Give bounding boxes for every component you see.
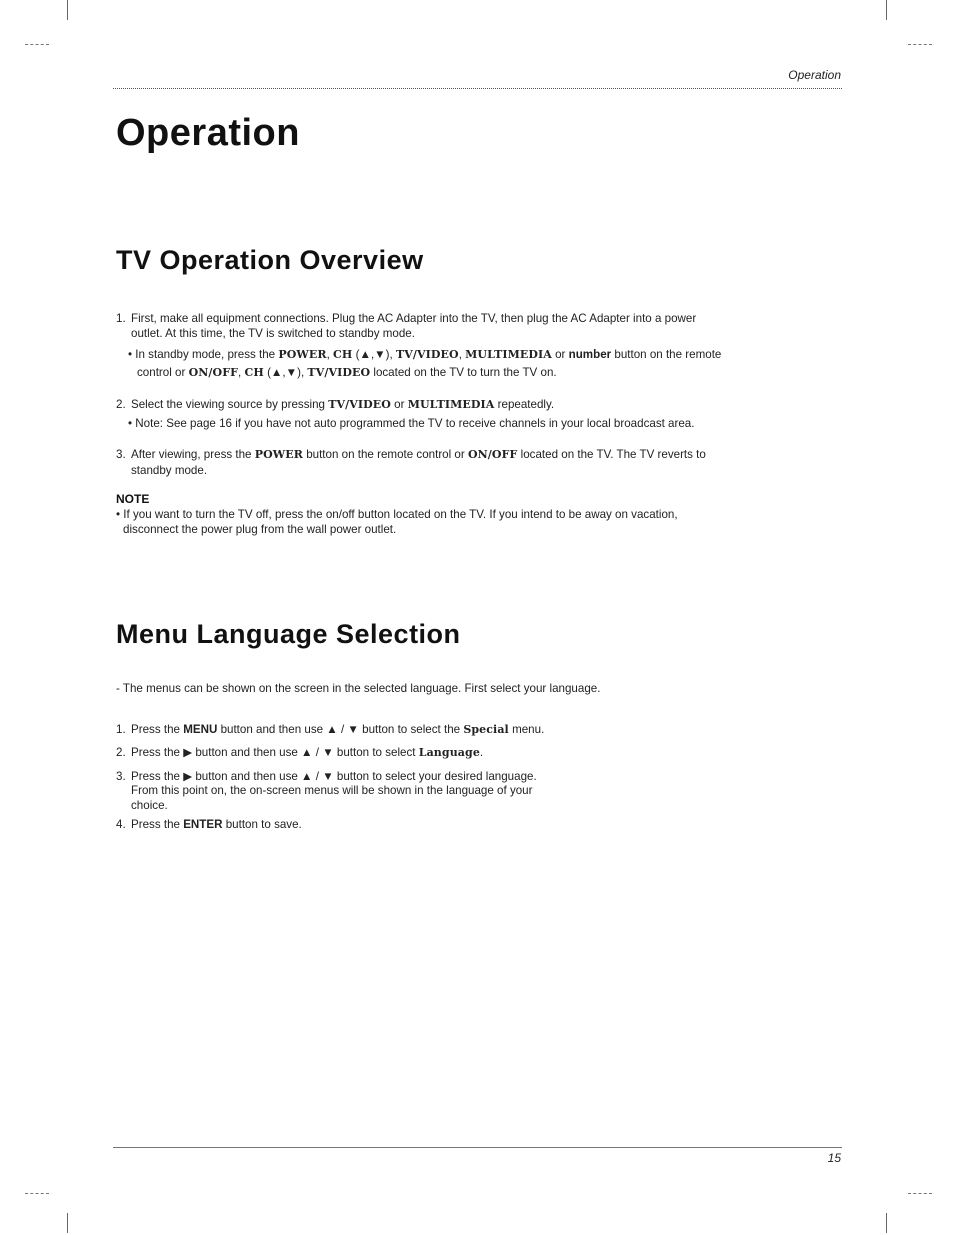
bullet-text: • Note: See page 16 if you have not auto programmed the TV to receive channels in your local broadcast area. [128, 417, 695, 430]
note-text: disconnect the power plug from the wall power outlet. [123, 523, 397, 536]
step-number: 1. [116, 723, 126, 736]
page-number: 15 [827, 1151, 841, 1165]
step-text: Press the ▶ button and then use ▲ / ▼ button to select your desired language. [131, 770, 537, 783]
key-power: POWER [278, 348, 327, 361]
step-text: After viewing, press the POWER button on the remote control or ON/OFF located on the TV. The TV reverts to [131, 448, 706, 461]
crop-mark-top-right [886, 0, 887, 20]
step-number: 1. [116, 312, 126, 325]
key-number: number [568, 348, 612, 361]
key-ch: CH [244, 366, 264, 379]
step-text: Press the MENU button and then use ▲ / ▼ button to select the Special menu. [131, 723, 545, 736]
footer-divider [113, 1147, 842, 1148]
step-text: Press the ENTER button to save. [131, 818, 302, 831]
note-text: • If you want to turn the TV off, press the on/off button located on the TV. If you intend to be away on vacation, [116, 508, 678, 521]
key-tvvideo: TV/VIDEO [328, 398, 391, 411]
key-menu: MENU [183, 723, 218, 736]
page-title: Operation [116, 112, 300, 154]
crop-mark-bottom-left [67, 1213, 68, 1233]
crop-mark-right-upper [908, 44, 932, 45]
header-divider [113, 88, 842, 89]
step-text: outlet. At this time, the TV is switched to standby mode. [131, 327, 415, 340]
key-multimedia: MULTIMEDIA [465, 348, 552, 361]
key-enter: ENTER [183, 818, 223, 831]
step-text: choice. [131, 799, 168, 812]
section-heading-overview: TV Operation Overview [116, 245, 424, 275]
step-number: 2. [116, 746, 126, 759]
bullet-text: • In standby mode, press the POWER, CH (▲,▼), TV/VIDEO, MULTIMEDIA or number button on the remote [128, 348, 722, 361]
note-heading: NOTE [116, 492, 150, 506]
crop-mark-left-upper [25, 44, 49, 45]
bullet-text: control or ON/OFF, CH (▲,▼), TV/VIDEO located on the TV to turn the TV on. [137, 366, 557, 379]
crop-mark-left-lower [25, 1193, 49, 1194]
step-text: Press the ▶ button and then use ▲ / ▼ button to select Language. [131, 746, 484, 759]
crop-mark-right-lower [908, 1193, 932, 1194]
step-number: 3. [116, 770, 126, 783]
crop-mark-top-left [67, 0, 68, 20]
running-header: Operation [788, 68, 841, 82]
step-text: standby mode. [131, 464, 208, 477]
step-number: 2. [116, 398, 126, 411]
menu-language: Language [418, 746, 480, 759]
key-onoff: ON/OFF [188, 366, 239, 379]
step-text: From this point on, the on-screen menus will be shown in the language of your [131, 784, 533, 797]
menu-special: Special [463, 723, 509, 736]
key-tvvideo: TV/VIDEO [395, 348, 459, 361]
key-multimedia: MULTIMEDIA [407, 398, 495, 411]
crop-mark-bottom-right [886, 1213, 887, 1233]
key-ch: CH [333, 348, 353, 361]
key-power: POWER [254, 448, 303, 461]
key-onoff: ON/OFF [467, 448, 518, 461]
intro-text: - The menus can be shown on the screen in the selected language. First select your language. [116, 682, 601, 695]
step-text: First, make all equipment connections. Plug the AC Adapter into the TV, then plug the AC Adapter into a power [131, 312, 697, 325]
section-heading-menu-language: Menu Language Selection [116, 619, 461, 649]
step-number: 4. [116, 818, 126, 831]
step-number: 3. [116, 448, 126, 461]
key-tvvideo: TV/VIDEO [307, 366, 371, 379]
step-text: Select the viewing source by pressing TV/VIDEO or MULTIMEDIA repeatedly. [131, 398, 555, 411]
